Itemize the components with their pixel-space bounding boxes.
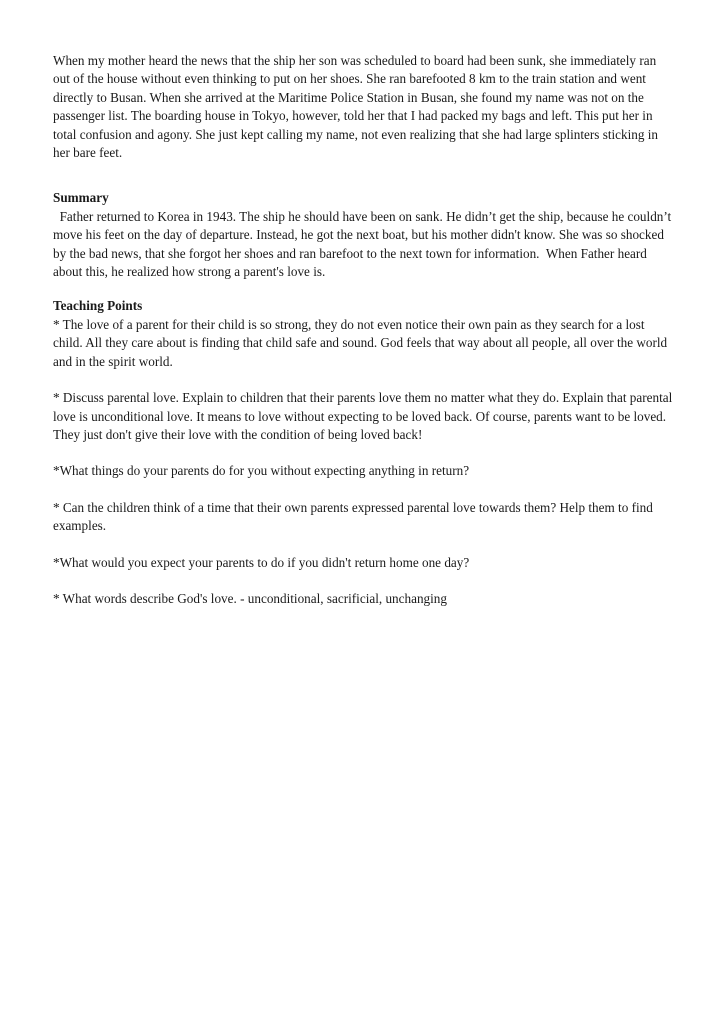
teaching-point: * What words describe God's love. - unconditional, sacrificial, unchanging xyxy=(53,590,447,606)
intro-paragraph: When my mother heard the news that the ship her son was scheduled to board had been sunk, she immediately ran out of the house without even thinking to put on her shoes. She ran barefooted 8 km to the train station and went directly to Busan. When she arrived at the Maritime Police Station in Busan, she found my name was not on the passenger list. The boarding house in Tokyo, however, told her that I had packed my bags and left. This put her in total confusion and agony. She just kept calling my name, not even realizing that she had large splinters sticking in her bare feet. xyxy=(53,53,659,161)
summary-text: Father returned to Korea in 1943. The ship he should have been on sank. He didn’t get the ship, because he couldn’t move his feet on the day of departure. Instead, he got the next boat, but his mother didn't know. She was so shocked by the bad news, that she forgot her shoes and ran barefoot to the next town for information. When Father heard about this, he realized how strong a parent's love is. xyxy=(53,208,675,280)
teaching-point: *What would you expect your parents to do if you didn't return home one day? xyxy=(53,554,470,570)
teaching-point: * The love of a parent for their child is so strong, they do not even notice their own pain as they search for a lost child. All they care about is finding that child safe and sound. God feels that way about all people, all over the world and in the spirit world. xyxy=(53,316,668,369)
teaching-points-section xyxy=(53,297,674,608)
summary-heading: Summary xyxy=(53,190,109,206)
teaching-point: *What things do your parents do for you without expecting anything in return? xyxy=(53,463,470,479)
summary-section xyxy=(53,189,674,281)
teaching-points-heading: Teaching Points xyxy=(53,298,143,314)
teaching-point: * Discuss parental love. Explain to children that their parents love them no matter what they do. Explain that parental love is unconditional love. It means to love without expecting to be loved back. Of course, parents want to be loved. They just don't give their love with the condition of being loved back! xyxy=(53,390,673,442)
teaching-point: * Can the children think of a time that their own parents expressed parental love towards them? Help them to find examples. xyxy=(53,499,653,534)
